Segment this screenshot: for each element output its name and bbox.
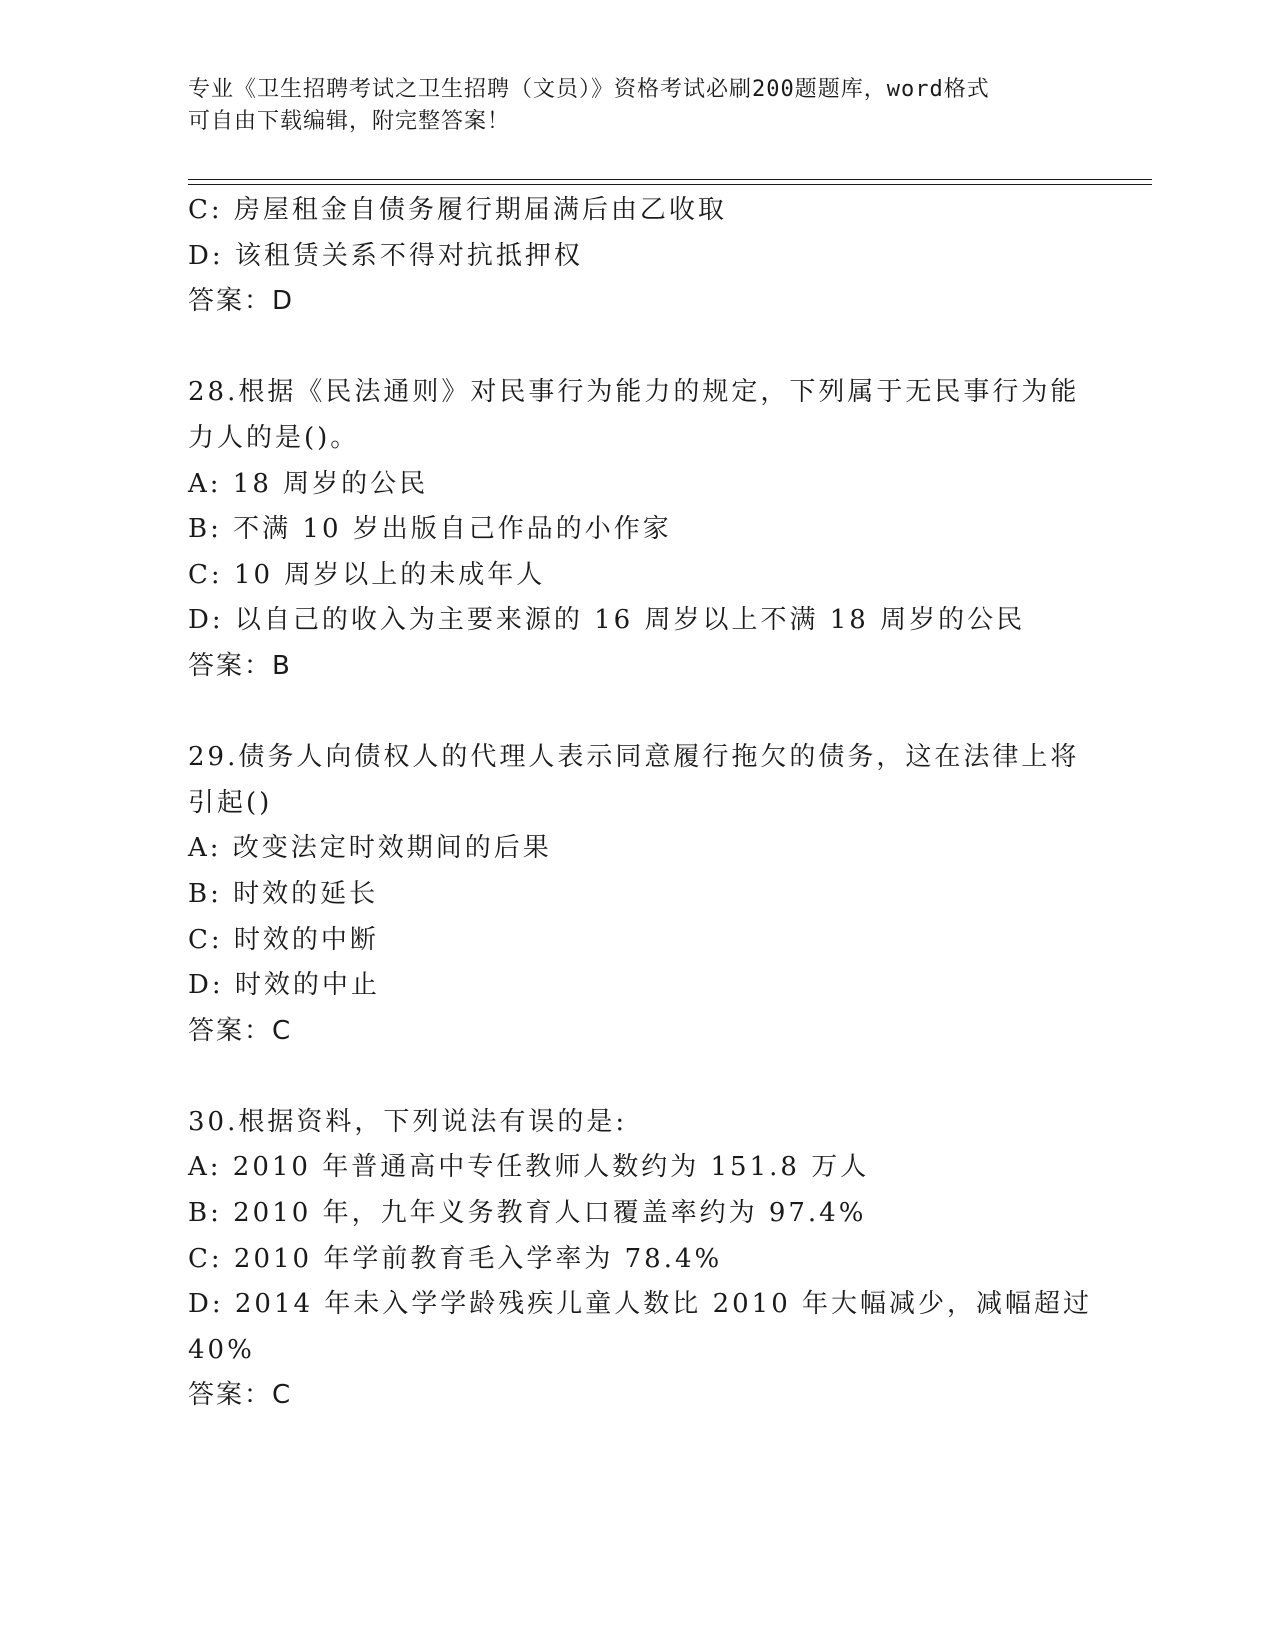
question-stem: 29.债务人向债权人的代理人表示同意履行拖欠的债务，这在法律上将 xyxy=(188,742,1080,773)
option-c: C: 2010 年学前教育毛入学率为 78.4% xyxy=(188,1243,723,1274)
header-title-line-1: 专业《卫生招聘考试之卫生招聘（文员）》资格考试必刷200题题库，word格式 xyxy=(188,77,990,102)
question-30 xyxy=(188,1100,1148,1419)
option-a: A: 18 周岁的公民 xyxy=(188,468,429,499)
option-c: C: 房屋租金自债务履行期届满后由乙收取 xyxy=(188,195,727,225)
option-b: B: 2010 年，九年义务教育人口覆盖率约为 97.4% xyxy=(188,1198,867,1229)
header-title-line-2: 可自由下载编辑，附完整答案！ xyxy=(188,109,511,134)
answer: 答案：B xyxy=(188,650,292,681)
question-list xyxy=(188,188,1148,1419)
answer: 答案：D xyxy=(188,286,295,317)
document-header xyxy=(188,74,1088,138)
option-d: D: 以自己的收入为主要来源的 16 周岁以上不满 18 周岁的公民 xyxy=(188,605,1026,636)
option-a: A: 2010 年普通高中专任教师人数约为 151.8 万人 xyxy=(188,1152,870,1183)
question-stem: 30.根据资料，下列说法有误的是: xyxy=(188,1106,628,1137)
answer: 答案：C xyxy=(188,1015,293,1046)
spacer xyxy=(188,690,1148,736)
option-d: D: 2014 年未入学学龄残疾儿童人数比 2010 年大幅减少，减幅超过 xyxy=(188,1289,1093,1320)
option-a: A: 改变法定时效期间的后果 xyxy=(188,833,552,864)
option-c: C: 10 周岁以上的未成年人 xyxy=(188,559,546,590)
spacer xyxy=(188,1054,1148,1100)
question-stem: 28.根据《民法通则》对民事行为能力的规定，下列属于无民事行为能 xyxy=(188,377,1080,408)
header-divider-bottom xyxy=(188,184,1152,185)
option-d-continued: 40% xyxy=(188,1334,255,1365)
question-27-continued xyxy=(188,188,1148,325)
option-b: B: 时效的延长 xyxy=(188,878,379,909)
question-28 xyxy=(188,370,1148,689)
option-b: B: 不满 10 岁出版自己作品的小作家 xyxy=(188,514,672,545)
option-d: D: 该租赁关系不得对抗抵押权 xyxy=(188,240,583,271)
header-divider-top xyxy=(188,179,1152,180)
spacer xyxy=(188,325,1148,371)
question-stem-continued: 力人的是()。 xyxy=(188,422,360,453)
question-stem-continued: 引起() xyxy=(188,787,273,818)
answer: 答案：C xyxy=(188,1380,293,1411)
option-d: D: 时效的中止 xyxy=(188,970,380,1001)
question-29 xyxy=(188,735,1148,1054)
option-c: C: 时效的中断 xyxy=(188,924,379,955)
